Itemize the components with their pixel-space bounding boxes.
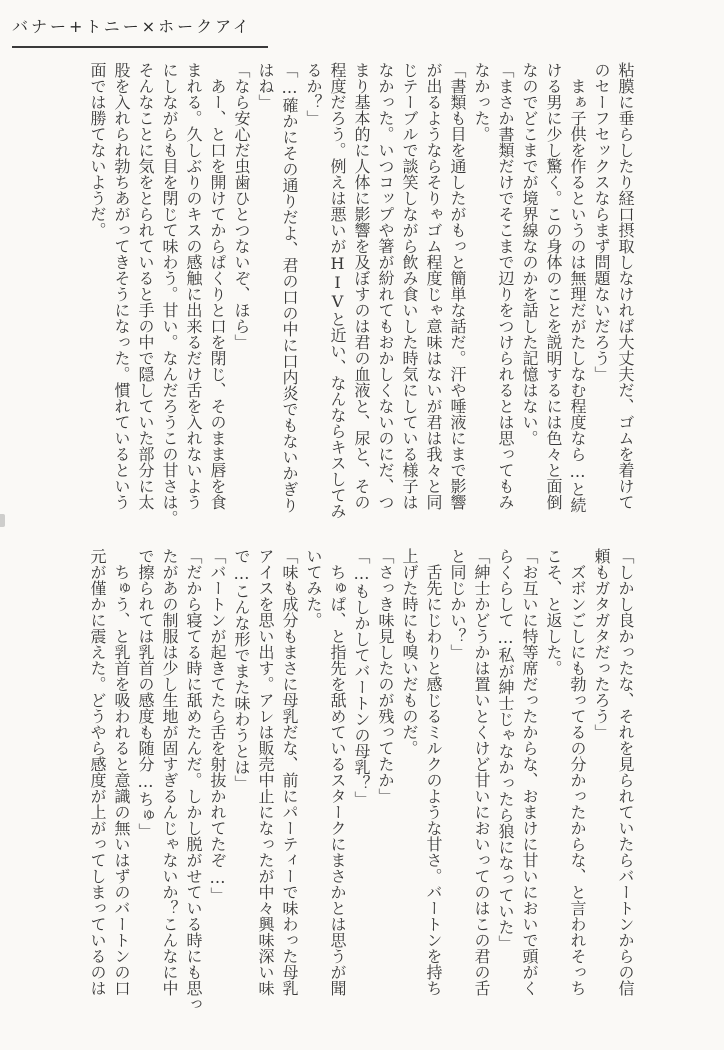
page-header xyxy=(12,14,268,48)
text-column: 「お互いに特等席だったからな、おまけに甘いにおいで頭がく xyxy=(520,548,539,996)
text-column: 面では勝てないようだ。 xyxy=(88,62,107,238)
text-column: 粘膜に垂らしたり経口摂取しなければ大丈夫だ、ゴムを着けて xyxy=(616,62,635,510)
text-column: で擦られては乳首の感度も随分…ちゅ」 xyxy=(136,548,155,839)
text-section-2 xyxy=(85,548,637,1044)
text-column: なかった。 xyxy=(472,62,491,142)
text-column: にしながらも目を閉じて味わう。甘い。なんだろうこの甘さは。 xyxy=(160,62,179,526)
page-edge-artifact xyxy=(0,514,5,527)
text-column: 「なら安心だ虫歯ひとつないぞ、ほら」 xyxy=(232,62,251,350)
text-column: らくらして…私が紳士じゃなかったら狼になっていた」 xyxy=(496,548,515,951)
text-section-1 xyxy=(85,62,637,548)
text-column: そんなことに気をとられていると手の中で隠していた部分に太 xyxy=(136,62,155,510)
text-column: で…こんな形でまた味わうとは」 xyxy=(232,548,251,791)
text-column: まれる。久しぶりのキスの感触に出来るだけ舌を入れないよう xyxy=(184,62,203,510)
text-column: ちゅぱ、と指先を舐めているスタークにまさかとは思うが聞 xyxy=(328,548,347,996)
text-column: 元が僅かに震えた。どうやら感度が上がってしまっているのは xyxy=(88,548,107,996)
text-column: はね」 xyxy=(256,62,275,110)
text-column: 舌先にじわりと感じるミルクのような甘さ。バートンを持ち xyxy=(424,548,443,996)
text-column: 「さっき味見したのが残ってたか」 xyxy=(376,548,395,804)
text-column: のセーフセックスならまず問題ないだろう」 xyxy=(592,62,611,382)
text-column: 「…確かにその通りだよ、君の口の中に口内炎でもないかぎり xyxy=(280,62,299,513)
text-column: ける男に少し驚く。この身体のことを説明するには色々と面倒 xyxy=(544,62,563,510)
text-column: 上げた時にも嗅いだものだ。 xyxy=(400,548,419,756)
text-column: が出るようならそりゃゴム程度じゃ意味はないが君は我々と同 xyxy=(424,62,443,510)
header-title: バナー+トニー×ホークアイ xyxy=(12,17,252,36)
text-column: いてみた。 xyxy=(304,548,323,628)
text-column: あー、と口を開けてからぱくりと口を閉じ、そのまま唇を食 xyxy=(208,62,227,510)
text-column: 「…もしかしてバートンの母乳？」 xyxy=(352,548,371,807)
text-column: 頼もガタガタだったろう」 xyxy=(592,548,611,740)
text-column: 「しかし良かったな、それを見られていたらバートンからの信 xyxy=(616,548,635,996)
text-column: ズボンごしにも勃ってるの分かったからな、と言われそっち xyxy=(568,548,587,996)
text-column: 「だから寝てる時に舐めたんだ。しかし脱がせている時にも思っ xyxy=(184,548,203,1012)
text-column: るか？」 xyxy=(304,62,323,126)
text-column: まぁ子供を作るというのは無理だがたしなむ程度なら…と続 xyxy=(568,62,587,513)
text-column: 「書類も目を通したがもっと簡単な話だ。汗や唾液にまで影響 xyxy=(448,62,467,510)
text-column: まり基本的に人体に影響を及ぼすのは君の血液と、尿と、その xyxy=(352,62,371,510)
text-column: じテーブルで談笑しながら飲み食いした時気にしている様子は xyxy=(400,62,419,510)
text-column: 程度だろう。例えは悪いがHIVと近い、なんならキスしてみ xyxy=(328,62,347,519)
text-column: 「まさか書類だけでそこまで辺りをつけられるとは思ってもみ xyxy=(496,62,515,510)
text-column: と同じかい？」 xyxy=(448,548,467,660)
text-column: こそ、と返した。 xyxy=(544,548,563,676)
text-column: 「紳士かどうかは置いとくけど甘いにおいってのはこの君の舌 xyxy=(472,548,491,996)
text-column: アイスを思い出す。アレは販売中止になったが中々興味深い味 xyxy=(256,548,275,996)
text-column: なかった。いつコップや箸が紛れてもおかしくないのにだ、つ xyxy=(376,62,395,510)
text-column: 「味も成分もまさに母乳だな、前にパーティーで味わった母乳 xyxy=(280,548,299,996)
text-column: たがあの制服は少し生地が固すぎるんじゃないか？こんなに中 xyxy=(160,548,179,996)
text-column: なのでどこまでが境界線なのかを話した記憶はない。 xyxy=(520,62,539,446)
text-column: 股を入れられ勃ちあがってきそうになった。慣れているという xyxy=(112,62,131,510)
text-column: ちゅう、と乳首を吸われると意識の無いはずのバートンの口 xyxy=(112,548,131,996)
text-column: 「バートンが起きてたら舌を射抜かれてたぞ…」 xyxy=(208,548,227,903)
